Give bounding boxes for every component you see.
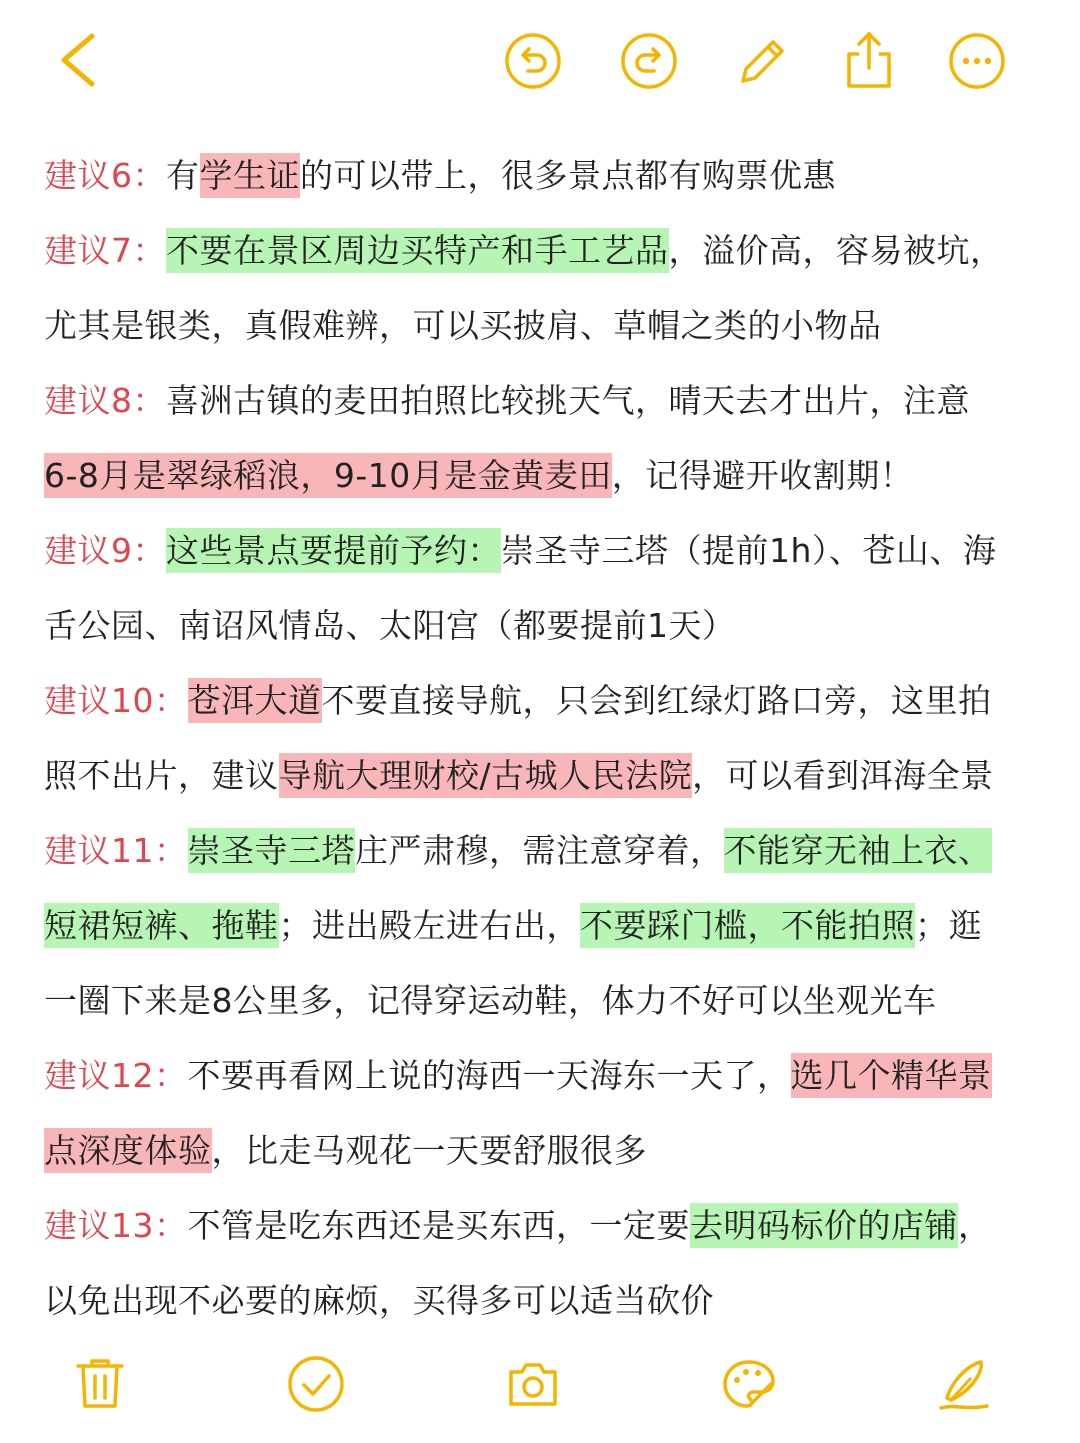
- note-line: 建议7：不要在景区周边买特产和手工艺品，溢价高，容易被坑，: [44, 213, 1054, 288]
- suggestion-7-label: 建议7：: [44, 231, 166, 270]
- check-circle-icon[interactable]: [286, 1354, 346, 1414]
- highlight: 点深度体验: [44, 1128, 212, 1173]
- share-icon[interactable]: [839, 28, 899, 92]
- suggestion-6-label: 建议6：: [44, 156, 166, 195]
- chevron-left-icon[interactable]: [52, 30, 104, 90]
- suggestion-11-label: 建议11：: [44, 831, 188, 870]
- highlight: 这些景点要提前予约：: [166, 528, 501, 573]
- trash-icon[interactable]: [74, 1356, 126, 1412]
- highlight: 不要踩门槛，不能拍照: [580, 903, 915, 948]
- note-line: 短裙短裤、拖鞋；进出殿左进右出，不要踩门槛，不能拍照；逛: [44, 888, 1054, 963]
- note-line: 建议9：这些景点要提前予约：崇圣寺三塔（提前1h）、苍山、海: [44, 513, 1054, 588]
- camera-icon[interactable]: [505, 1358, 561, 1410]
- suggestion-9-label: 建议9：: [44, 531, 166, 570]
- highlight: 崇圣寺三塔: [188, 828, 356, 873]
- pen-icon[interactable]: [935, 1354, 995, 1414]
- pencil-icon[interactable]: [733, 31, 793, 91]
- note-line: 舌公园、南诏风情岛、太阳宫（都要提前1天）: [44, 606, 736, 645]
- highlight: 学生证: [200, 153, 301, 198]
- highlight: 不能穿无袖上衣、: [724, 828, 992, 873]
- note-line: 点深度体验，比走马观花一天要舒服很多: [44, 1113, 1054, 1188]
- redo-icon[interactable]: [619, 31, 679, 91]
- highlight: 苍洱大道: [188, 678, 322, 723]
- undo-icon[interactable]: [503, 31, 563, 91]
- note-line: 建议10：苍洱大道不要直接导航，只会到红绿灯路口旁，这里拍: [44, 663, 1054, 738]
- suggestion-12-label: 建议12：: [44, 1056, 188, 1095]
- highlight: 短裙短裤、拖鞋: [44, 903, 279, 948]
- note-line: 一圈下来是8公里多，记得穿运动鞋，体力不好可以坐观光车: [44, 981, 937, 1020]
- highlight: 导航大理财校/古城人民法院: [279, 753, 693, 798]
- palette-icon[interactable]: [719, 1354, 779, 1414]
- highlight: 去明码标价的店铺: [690, 1203, 958, 1248]
- note-line: 照不出片，建议导航大理财校/古城人民法院，可以看到洱海全景: [44, 738, 1054, 813]
- note-line: 以免出现不必要的麻烦，买得多可以适当砍价: [44, 1281, 714, 1320]
- highlight: 6-8月是翠绿稻浪，9-10月是金黄麦田: [44, 453, 612, 498]
- note-line: 建议8：喜洲古镇的麦田拍照比较挑天气，晴天去才出片，注意: [44, 381, 970, 420]
- note-line: 6-8月是翠绿稻浪，9-10月是金黄麦田，记得避开收割期！: [44, 438, 1054, 513]
- highlight: 选几个精华景: [791, 1053, 992, 1098]
- note-line: 建议11：崇圣寺三塔庄严肃穆，需注意穿着，不能穿无袖上衣、: [44, 813, 1054, 888]
- note-line: 建议12：不要再看网上说的海西一天海东一天了，选几个精华景: [44, 1038, 1054, 1113]
- highlight: 不要在景区周边买特产和手工艺品: [166, 228, 669, 273]
- note-line: 尤其是银类，真假难辨，可以买披肩、草帽之类的小物品: [44, 306, 882, 345]
- more-icon[interactable]: [947, 31, 1007, 91]
- suggestion-8-label: 建议8：: [44, 381, 166, 420]
- suggestion-10-label: 建议10：: [44, 681, 188, 720]
- suggestion-13-label: 建议13：: [44, 1206, 188, 1245]
- note-line: 建议13：不管是吃东西还是买东西，一定要去明码标价的店铺，: [44, 1188, 1054, 1263]
- note-line: 建议6：有学生证的可以带上，很多景点都有购票优惠: [44, 138, 1054, 213]
- note-body[interactable]: [44, 138, 1054, 1338]
